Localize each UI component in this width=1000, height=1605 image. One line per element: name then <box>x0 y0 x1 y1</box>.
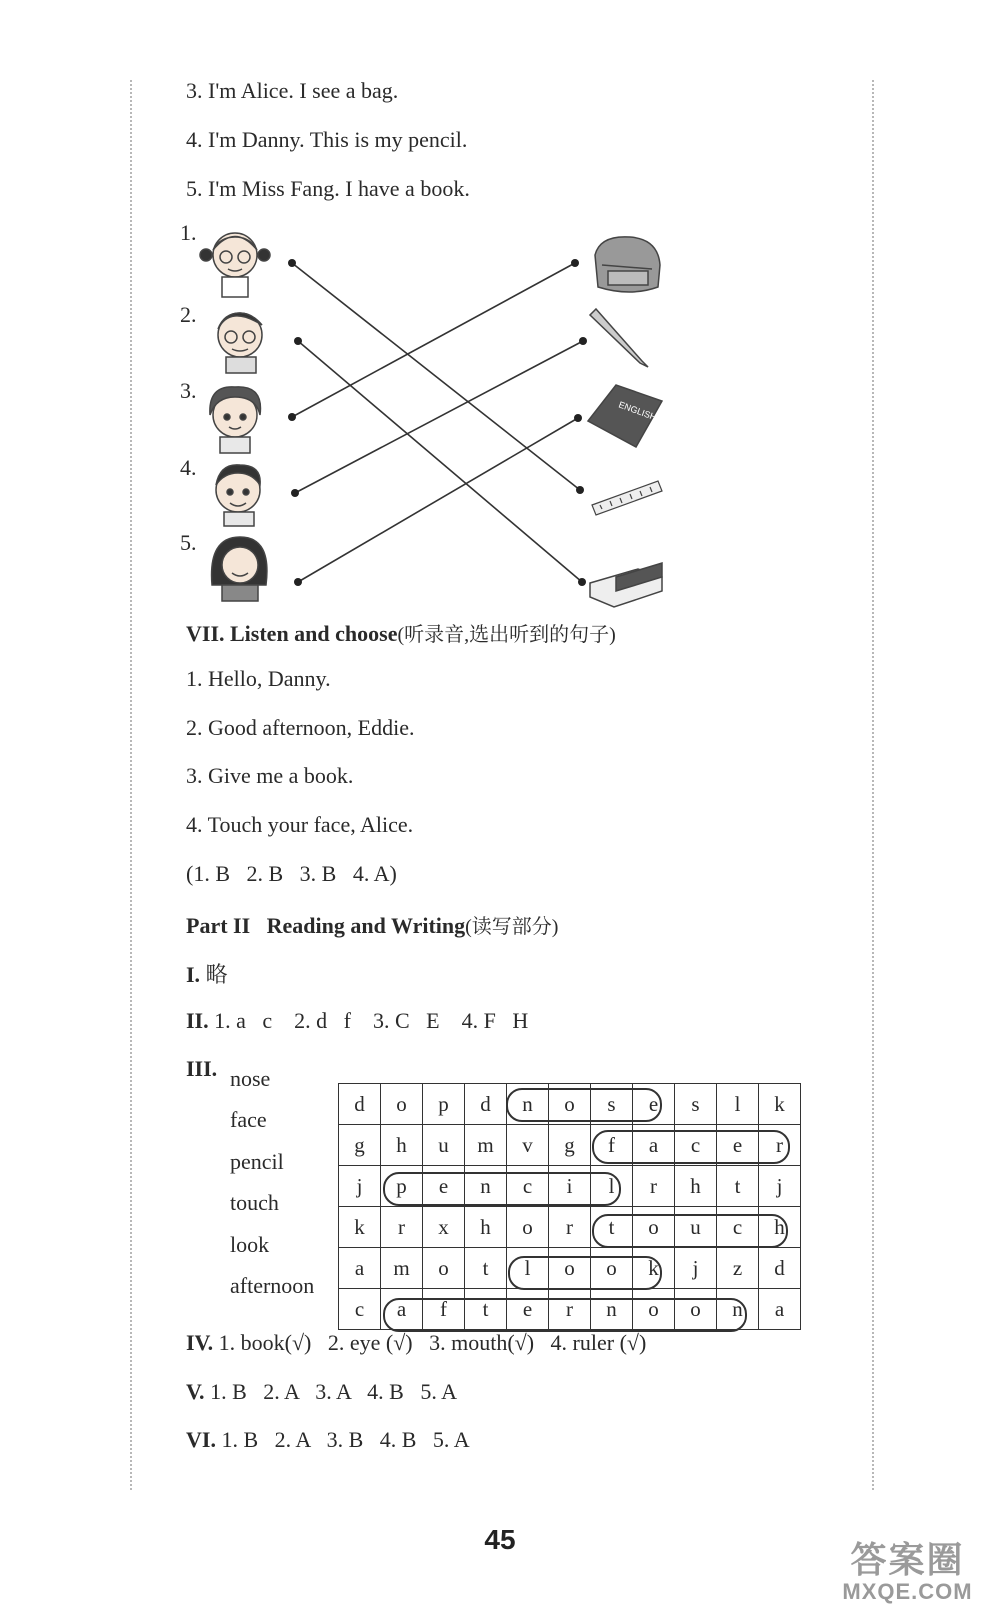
grid-cell: o <box>633 1289 675 1330</box>
grid-cell: l <box>507 1248 549 1289</box>
highlight-face <box>592 1130 790 1164</box>
grid-cell: n <box>465 1166 507 1207</box>
section-7-title: VII. Listen and choose <box>186 621 398 646</box>
grid-cell: o <box>423 1248 465 1289</box>
grid-cell: a <box>339 1248 381 1289</box>
question-5-label: V. <box>186 1379 205 1404</box>
page-number: 45 <box>484 1524 516 1555</box>
question-6-text: 1. B 2. A 3. B 4. B 5. A <box>221 1427 470 1452</box>
watermark-line-1: 答案圈 <box>850 1539 965 1580</box>
pencil-icon <box>590 309 648 367</box>
question-2 <box>186 1008 528 1034</box>
grid-cell: j <box>759 1166 801 1207</box>
grid-cell: m <box>381 1248 423 1289</box>
section-7-heading <box>186 618 616 647</box>
grid-cell: t <box>717 1166 759 1207</box>
grid-cell: r <box>633 1166 675 1207</box>
grid-cell: o <box>675 1289 717 1330</box>
matching-exercise <box>180 220 700 625</box>
listening-line-5: 5. I'm Miss Fang. I have a book. <box>186 176 470 201</box>
grid-cell: d <box>339 1084 381 1125</box>
english-book-icon <box>588 385 662 447</box>
question-1 <box>186 958 228 989</box>
match-number-2: 2. <box>180 302 197 327</box>
grid-cell: r <box>381 1207 423 1248</box>
grid-cell: g <box>549 1125 591 1166</box>
grid-cell: o <box>381 1084 423 1125</box>
match-line-2 <box>298 341 582 582</box>
grid-cell: e <box>717 1125 759 1166</box>
grid-cell: e <box>507 1289 549 1330</box>
grid-cell: v <box>507 1125 549 1166</box>
grid-cell: p <box>423 1084 465 1125</box>
match-number-1: 1. <box>180 220 197 245</box>
question-3-label: III. <box>186 1056 218 1081</box>
grid-cell: e <box>633 1084 675 1125</box>
grid-cell: l <box>717 1084 759 1125</box>
section-7-title-cn: (听录音,选出听到的句子) <box>397 624 616 646</box>
grid-cell: j <box>339 1166 381 1207</box>
grid-cell: c <box>675 1125 717 1166</box>
grid-cell: s <box>591 1084 633 1125</box>
watermark-logo <box>820 1532 995 1605</box>
grid-cell: l <box>591 1166 633 1207</box>
grid-cell: u <box>423 1125 465 1166</box>
woman-icon <box>212 537 267 601</box>
highlight-pencil <box>383 1172 621 1206</box>
question-4-label: IV. <box>186 1330 214 1355</box>
grid-cell: s <box>675 1084 717 1125</box>
match-line-1 <box>292 263 580 490</box>
grid-cell: o <box>591 1248 633 1289</box>
highlight-look <box>508 1256 662 1290</box>
grid-cell: r <box>549 1207 591 1248</box>
question-4 <box>186 1330 646 1356</box>
grid-cell: k <box>759 1084 801 1125</box>
grid-cell: d <box>465 1084 507 1125</box>
question-6-label: VI. <box>186 1427 216 1452</box>
grid-cell: c <box>339 1289 381 1330</box>
match-number-3: 3. <box>180 378 197 403</box>
grid-cell: n <box>507 1084 549 1125</box>
grid-cell: j <box>675 1248 717 1289</box>
svg-text:ENGLISH: ENGLISH <box>617 399 658 423</box>
grid-cell: t <box>465 1289 507 1330</box>
question-1-text: 略 <box>205 962 228 987</box>
word-item: face <box>230 1107 267 1132</box>
matching-lines <box>180 225 700 625</box>
grid-cell: n <box>717 1289 759 1330</box>
section-7-line-2: 2. Good afternoon, Eddie. <box>186 715 415 740</box>
grid-cell: h <box>381 1125 423 1166</box>
grid-cell: f <box>423 1289 465 1330</box>
grid-cell: c <box>507 1166 549 1207</box>
word-item: afternoon <box>230 1273 315 1298</box>
grid-cell: t <box>591 1207 633 1248</box>
word-search-highlights <box>338 1083 809 1336</box>
listening-line-3: 3. I'm Alice. I see a bag. <box>186 78 399 103</box>
section-7-line-1: 1. Hello, Danny. <box>186 666 331 691</box>
question-5 <box>186 1379 457 1405</box>
part-2-heading <box>186 910 558 939</box>
question-2-text: 1. a c 2. d f 3. C E 4. F H <box>214 1008 529 1033</box>
grid-cell: z <box>717 1248 759 1289</box>
part-2-title: Part II Reading and Writing <box>186 913 466 938</box>
watermark-line-2: MXQE.COM <box>842 1579 973 1604</box>
word-item: pencil <box>230 1149 284 1174</box>
grid-cell: t <box>465 1248 507 1289</box>
boy-icon <box>216 465 260 526</box>
question-2-label: II. <box>186 1008 209 1033</box>
highlight-nose <box>506 1088 662 1122</box>
eraser-icon <box>590 563 662 607</box>
grid-cell: c <box>717 1207 759 1248</box>
girl-curly-hair-icon <box>210 387 261 453</box>
question-5-text: 1. B 2. A 3. A 4. B 5. A <box>210 1379 458 1404</box>
grid-cell: g <box>339 1125 381 1166</box>
question-6 <box>186 1427 470 1453</box>
grid-cell: k <box>633 1248 675 1289</box>
grid-cell: u <box>675 1207 717 1248</box>
question-1-label: I. <box>186 962 201 987</box>
grid-cell: o <box>549 1084 591 1125</box>
section-7-line-3: 3. Give me a book. <box>186 763 354 788</box>
grid-cell: d <box>759 1248 801 1289</box>
match-line-3 <box>292 263 575 417</box>
ruler-icon <box>592 481 662 515</box>
part-2-title-cn: (读写部分) <box>465 916 559 938</box>
bag-icon <box>595 237 660 292</box>
match-number-4: 4. <box>180 455 197 480</box>
listening-line-4: 4. I'm Danny. This is my pencil. <box>186 127 468 152</box>
grid-cell: n <box>591 1289 633 1330</box>
grid-cell: o <box>507 1207 549 1248</box>
grid-cell: h <box>465 1207 507 1248</box>
grid-cell: o <box>633 1207 675 1248</box>
boy-with-glasses-icon <box>218 313 262 373</box>
section-7-line-4: 4. Touch your face, Alice. <box>186 812 414 837</box>
word-item: touch <box>230 1190 279 1215</box>
grid-cell: p <box>381 1166 423 1207</box>
highlight-touch <box>592 1214 788 1248</box>
grid-cell: a <box>759 1289 801 1330</box>
grid-cell: h <box>675 1166 717 1207</box>
match-number-5: 5. <box>180 530 197 555</box>
girl-with-glasses-icon <box>200 233 270 297</box>
grid-cell: x <box>423 1207 465 1248</box>
grid-cell: k <box>339 1207 381 1248</box>
highlight-afternoon <box>383 1298 747 1332</box>
grid-cell: r <box>549 1289 591 1330</box>
grid-cell: a <box>633 1125 675 1166</box>
grid-cell: i <box>549 1166 591 1207</box>
grid-cell: h <box>759 1207 801 1248</box>
grid-cell: a <box>381 1289 423 1330</box>
grid-cell: r <box>759 1125 801 1166</box>
right-margin-dotted-line <box>872 80 874 1490</box>
word-item: look <box>230 1232 270 1257</box>
grid-cell: o <box>549 1248 591 1289</box>
question-4-text: 1. book(√) 2. eye (√) 3. mouth(√) 4. ruler (√) <box>218 1330 647 1355</box>
match-line-5 <box>298 418 578 582</box>
grid-cell: e <box>423 1166 465 1207</box>
grid-cell: m <box>465 1125 507 1166</box>
match-line-4 <box>295 341 583 493</box>
word-item: nose <box>230 1066 271 1091</box>
grid-cell: f <box>591 1125 633 1166</box>
section-7-answers: (1. B 2. B 3. B 4. A) <box>186 861 397 886</box>
left-margin-dotted-line <box>130 80 132 1490</box>
